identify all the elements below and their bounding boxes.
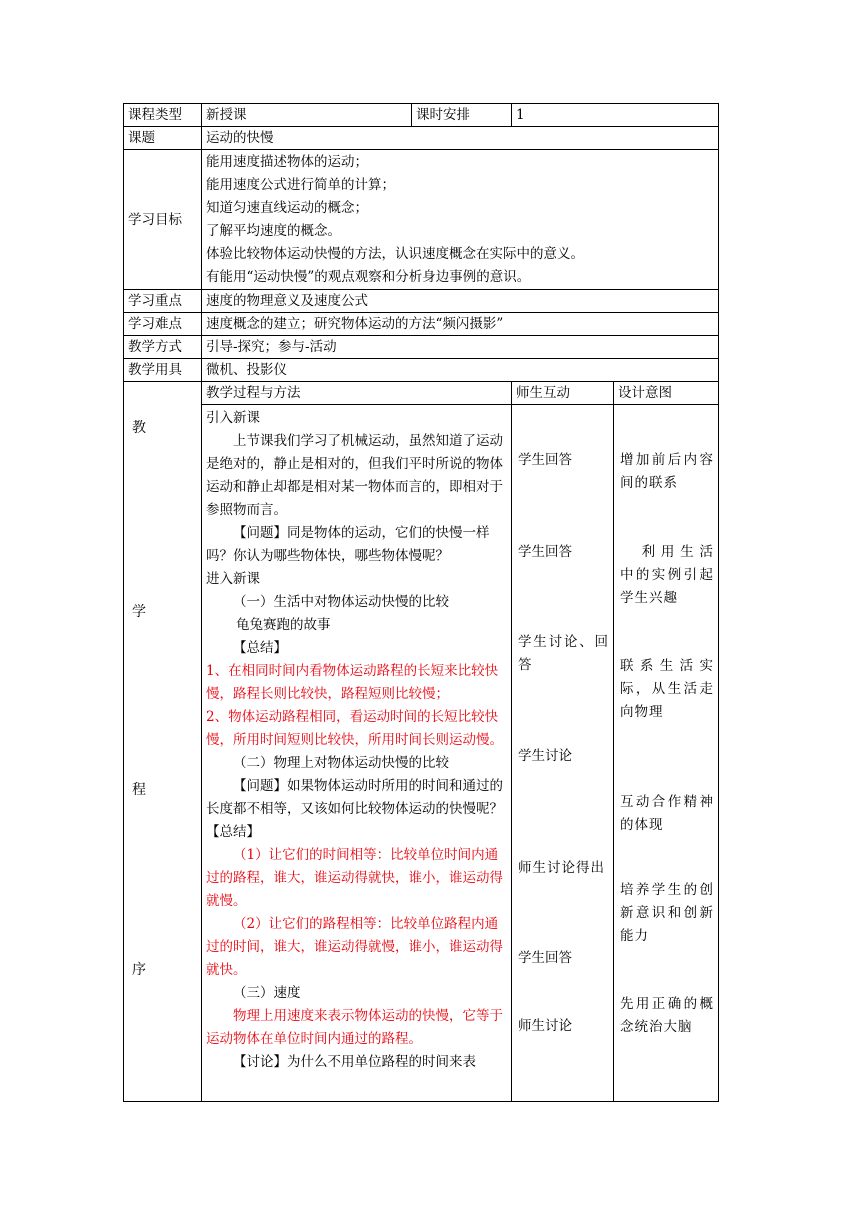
process-line: （二）物理上对物体运动快慢的比较	[233, 755, 449, 771]
interaction-note: 学生讨论、回答	[518, 634, 609, 673]
interaction-note: 师生讨论得出	[518, 860, 605, 876]
teaching-method-row	[124, 336, 719, 359]
teaching-method-value: 引导-探究；参与-活动	[202, 336, 719, 359]
process-line: 物理上用速度来表示物体运动的快慢，它等于运动物体在单位时间内通过的路程。	[206, 1008, 503, 1047]
intent-note: 先用正确的概念统治大脑	[620, 996, 714, 1035]
process-line: 【总结】	[233, 640, 287, 656]
side-char: 教	[132, 420, 146, 436]
teaching-tools-value: 微机、投影仪	[202, 359, 719, 382]
difficulty-label: 学习难点	[124, 313, 202, 336]
process-line: 【总结】	[206, 824, 260, 840]
course-type-label: 课程类型	[124, 104, 202, 127]
class-hours-value: 1	[512, 104, 719, 127]
goal-item: 能用速度描述物体的运动；	[206, 154, 368, 170]
process-line: 【问题】同是物体的运动，它们的快慢一样吗？你认为哪些物体快，哪些物体慢呢？	[206, 525, 490, 564]
interaction-note: 学生回答	[518, 452, 572, 468]
process-line: 2、物体运动路程相同，看运动时间的长短比较快慢，所用时间短则比较快，所用时间长则运动慢。	[206, 709, 503, 748]
process-line: （三）速度	[233, 985, 301, 1001]
goals-label: 学习目标	[124, 150, 202, 290]
goals-list	[202, 150, 719, 290]
key-point-value: 速度的物理意义及速度公式	[202, 290, 719, 313]
course-type-row	[124, 104, 719, 127]
intent-note: 增加前后内容间的联系	[620, 452, 714, 491]
teaching-tools-row	[124, 359, 719, 382]
interaction-note: 师生讨论	[518, 1018, 572, 1034]
intent-note: 互动合作精神的体现	[620, 794, 714, 833]
goals-row	[124, 150, 719, 290]
teaching-method-label: 教学方式	[124, 336, 202, 359]
interaction-note: 学生回答	[518, 544, 572, 560]
interaction-header: 师生互动	[512, 382, 614, 405]
interaction-note: 学生回答	[518, 950, 572, 966]
difficulty-value: 速度概念的建立；研究物体运动的方法“频闪摄影”	[202, 313, 719, 336]
process-line: （一）生活中对物体运动快慢的比较	[233, 594, 449, 610]
process-header-row	[124, 382, 719, 405]
side-char: 学	[132, 604, 146, 620]
process-line: （2）让它们的路程相等：比较单位路程内通过的时间，谁大，谁运动得就慢，谁小，谁运动得就快。	[206, 916, 503, 978]
key-point-row	[124, 290, 719, 313]
process-line: 1、在相同时间内看物体运动路程的长短来比较快慢，路程长则比较快，路程短则比较慢；	[206, 663, 499, 702]
goal-item: 能用速度公式进行简单的计算；	[206, 177, 395, 193]
intent-note: 联系生活实际，从生活走向物理	[620, 658, 714, 720]
process-line: 进入新课	[206, 571, 260, 587]
side-char: 程	[132, 782, 146, 798]
lesson-plan-table	[123, 103, 719, 1102]
topic-value: 运动的快慢	[202, 127, 719, 150]
intent-note: 培养学生的创新意识和创新能力	[620, 882, 714, 944]
topic-row	[124, 127, 719, 150]
process-line: 【问题】如果物体运动时所用的时间和通过的长度都不相等，又该如何比较物体运动的快慢呢？	[206, 778, 503, 817]
topic-label: 课题	[124, 127, 202, 150]
teaching-tools-label: 教学用具	[124, 359, 202, 382]
process-side-label	[124, 382, 202, 1102]
process-method-header: 教学过程与方法	[202, 382, 512, 405]
process-line: 【讨论】为什么不用单位路程的时间来表	[233, 1054, 476, 1070]
process-line: 引入新课	[206, 410, 260, 426]
design-intent-column	[614, 405, 719, 1102]
process-body-row	[124, 405, 719, 1102]
goal-item: 体验比较物体运动快慢的方法，认识速度概念在实际中的意义。	[206, 246, 584, 262]
side-char: 序	[132, 962, 146, 978]
intent-note: 利用生活中的实例引起学生兴趣	[620, 544, 714, 606]
design-intent-header: 设计意图	[614, 382, 719, 405]
process-content	[202, 405, 512, 1102]
interaction-note: 学生讨论	[518, 748, 572, 764]
process-line: 龟兔赛跑的故事	[236, 617, 331, 633]
key-point-label: 学习重点	[124, 290, 202, 313]
difficulty-row	[124, 313, 719, 336]
goal-item: 有能用“运动快慢”的观点观察和分析身边事例的意识。	[206, 269, 531, 285]
interaction-column	[512, 405, 614, 1102]
goal-item: 知道匀速直线运动的概念；	[206, 200, 368, 216]
process-line: （1）让它们的时间相等：比较单位时间内通过的路程，谁大，谁运动得就快，谁小，谁运动得就慢。	[206, 847, 503, 909]
process-line: 上节课我们学习了机械运动，虽然知道了运动是绝对的，静止是相对的，但我们平时所说的物体运动和静止却都是相对某一物体而言的，即相对于参照物而言。	[206, 433, 503, 518]
goal-item: 了解平均速度的概念。	[206, 223, 341, 239]
course-type-value: 新授课	[202, 104, 412, 127]
class-hours-label: 课时安排	[412, 104, 512, 127]
